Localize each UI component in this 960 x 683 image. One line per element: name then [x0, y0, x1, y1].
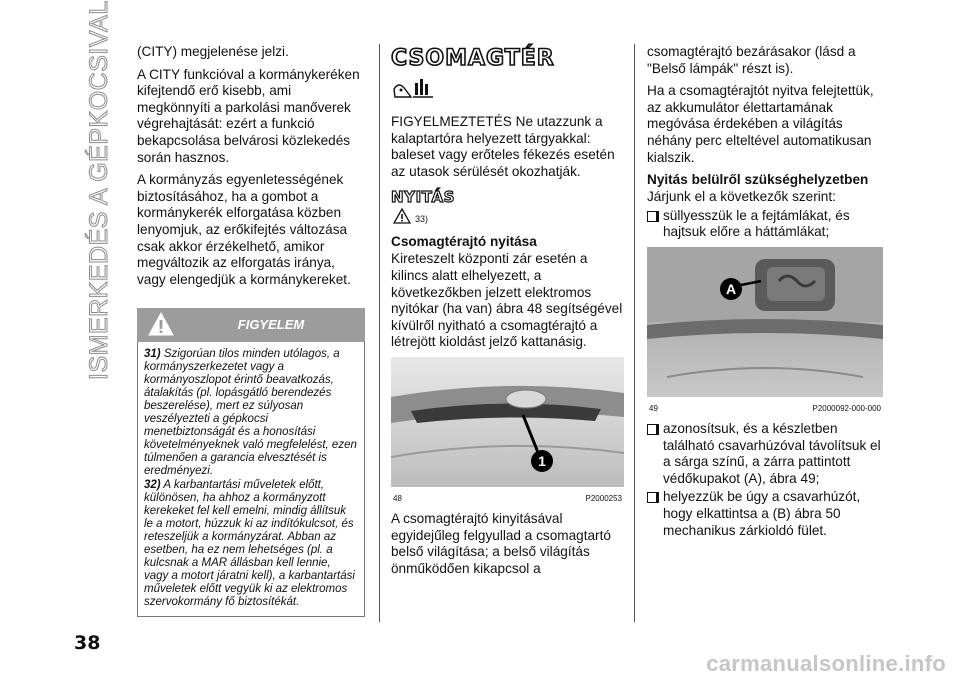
bullet-item: [647, 421, 883, 487]
paragraph: Járjunk el a következők szerint:: [647, 189, 836, 205]
paragraph: csomagtérajtó bezárásakor (lásd a "Belső lámpák" részt is).: [647, 44, 856, 76]
warning-item-31: [144, 348, 358, 478]
warning-triangle-icon: [393, 208, 411, 224]
figure-marker-a: A: [725, 280, 737, 297]
page-number: 38: [74, 632, 101, 654]
column-middle: [391, 44, 624, 583]
paragraph: Ha a csomagtérajtót nyitva felejtettük, az akkumulátor élettartamának megóvása érdekében a világítás néhány perc elteltével automatikusan kialszik.: [647, 83, 874, 165]
section-side-title-text: ISMERKEDÉS A GÉPKOCSIVAL: [85, 0, 113, 380]
bullet-icon: [647, 211, 659, 222]
bullet-text: azonosítsuk, és a készletben található csavarhúzóval távolítsuk el a sárga színű, a zárra pattintott védőkupakot (A), ábra 49;: [663, 420, 881, 486]
tailgate-handle-photo: [391, 357, 624, 487]
no-load-on-parcel-shelf-icon: [391, 75, 441, 103]
topic-heading: Csomagtérajtó nyitása: [391, 234, 537, 250]
column-divider: [379, 44, 380, 622]
subsection-heading: NYITÁS: [391, 188, 456, 207]
watermark: carmanualsonline.info: [706, 651, 946, 676]
paragraph: A kormányzás egyenletességének biztosításához, ha a gombot a kormánykerék elforgatása közben lenyomjuk, az erőkifejtés változása csak akkor érzékelhető, amikor megváltozik az elforgatás iránya, vagy elengedjük a kormánykereket.: [137, 172, 351, 287]
figure-caption: [647, 402, 883, 413]
warning-number: 31): [144, 348, 161, 361]
bullet-text: süllyesszük le a fejtámlákat, és hajtsuk előre a háttámlákat;: [663, 207, 850, 240]
bullet-item: [647, 489, 883, 539]
paragraph: Kireteszelt központi zár esetén a kilincs alatt elhelyezett, a következőkben jelzett elektromos nyitókar (ha van) ábra 48 segítségével kívülről nyitható a csomagtérajtó a létrejött kioldást jelző kattanásig.: [391, 251, 623, 350]
section-heading: CSOMAGTÉR: [391, 46, 555, 71]
figure-marker-1: 1: [538, 452, 546, 469]
column-right: [647, 44, 883, 545]
trunk-lock-photo: [647, 247, 883, 397]
figure-48: [391, 357, 624, 503]
warning-text: A karbantartási műveletek előtt, különösen, ha ahhoz a kormányzott kerekeket fel kell emelni, mindig állítsuk le a motort, húzzuk ki az indítókulcsot, és reteszeljük a kormányzárat. Abban az esetben, ha ez nem lehetséges (pl. a kulcsnak a MAR állásban kell lennie, vagy a motort járatni kell), a karbantartási műveletek előtt vegyük ki az elektromos szervokormány fő biztosítékát.: [144, 479, 355, 609]
warning-triangle-icon: [147, 311, 175, 337]
topic-heading: Nyitás belülről szükséghelyzetben: [647, 172, 869, 188]
bullet-icon: [647, 492, 659, 503]
figure-caption: [391, 492, 624, 503]
warning-reference: [391, 208, 624, 230]
paragraph: A CITY funkcióval a kormánykeréken kifejtendő erő kisebb, ami megkönnyíti a parkolási manőverek végrehajtását: ezért a funkció bekapcsolása belvárosi közlekedés során hasznos.: [137, 66, 360, 165]
figure-49: [647, 247, 883, 413]
bullet-text: helyezzük be úgy a csavarhúzót, hogy elkattintsa a (B) ábra 50 mechanikus zárkioldó fület.: [663, 489, 861, 538]
paragraph: (CITY) megjelenése jelzi.: [137, 44, 289, 59]
warning-item-32: [144, 479, 358, 609]
figure-number: 49: [649, 403, 658, 413]
paragraph: A csomagtérajtó kinyitásával egyidejűleg felgyullad a csomagtartó belső világítása; a belső világítás önműködően kikapcsol a: [391, 510, 611, 576]
warning-number: 32): [144, 479, 161, 492]
section-side-title: [84, 0, 114, 380]
figure-code: P2000253: [585, 493, 622, 503]
paragraph: FIGYELMEZTETÉS Ne utazzunk a kalaptartóra helyezett tárgyakkal: baleset vagy erőteles fékezés esetén az utasok sérülését okozhatják.: [391, 114, 615, 179]
figure-number: 48: [393, 493, 402, 503]
column-divider: [634, 44, 635, 622]
warning-box: [137, 342, 365, 617]
bullet-item: [647, 208, 883, 241]
warning-text: Szigorúan tilos minden utólagos, a kormányszerkezetet vagy a kormányoszlopot érintő beavatkozás, átalakítás (pl. lopásgátló berendezés beszerelése), mert ez súlyosan veszélyezteti a gépkocsi menetbiztonságát és a honosítási követelményeknek való megfelelést, ezen túlmenően a garancia elvesztését is eredményezi.: [144, 348, 357, 478]
column-left: [137, 44, 365, 617]
warning-reference-number: 33): [415, 214, 429, 225]
figure-code: P2000092-000-000: [812, 403, 881, 413]
warning-header: [137, 308, 365, 342]
warning-title: FIGYELEM: [237, 317, 305, 333]
bullet-icon: [647, 424, 659, 435]
